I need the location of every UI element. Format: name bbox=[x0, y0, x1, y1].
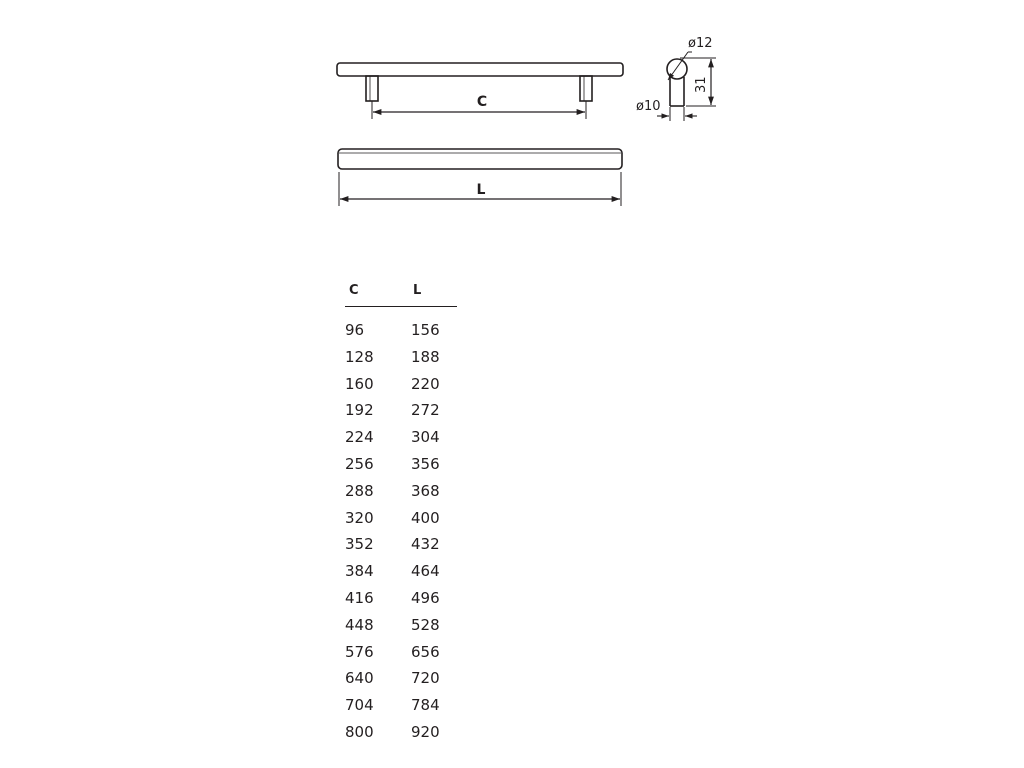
table-row bbox=[345, 317, 460, 344]
cell-l: 784 bbox=[411, 696, 440, 715]
end-view-bar-circle bbox=[667, 59, 687, 79]
cell-c: 448 bbox=[345, 615, 374, 634]
cell-c: 352 bbox=[345, 535, 374, 554]
side-view-bar bbox=[337, 63, 623, 76]
l-dimension-label: L bbox=[476, 182, 486, 198]
cell-l: 432 bbox=[411, 535, 440, 554]
cell-c: 640 bbox=[345, 669, 374, 688]
table-row bbox=[345, 585, 460, 612]
cell-l: 188 bbox=[411, 347, 440, 366]
cell-l: 400 bbox=[411, 508, 440, 527]
cell-c: 192 bbox=[345, 401, 374, 420]
size-table-header bbox=[345, 280, 457, 307]
size-table bbox=[345, 280, 460, 746]
cell-l: 920 bbox=[411, 722, 440, 741]
cell-l: 656 bbox=[411, 642, 440, 661]
cell-c: 704 bbox=[345, 696, 374, 715]
cell-l: 304 bbox=[411, 428, 440, 447]
cell-c: 416 bbox=[345, 588, 374, 607]
cell-l: 356 bbox=[411, 454, 440, 473]
table-row bbox=[345, 344, 460, 371]
cell-c: 160 bbox=[345, 374, 374, 393]
table-row bbox=[345, 612, 460, 639]
table-row bbox=[345, 558, 460, 585]
cell-c: 224 bbox=[345, 428, 374, 447]
cell-c: 800 bbox=[345, 722, 374, 741]
cell-l: 368 bbox=[411, 481, 440, 500]
cell-l: 496 bbox=[411, 588, 440, 607]
cell-l: 272 bbox=[411, 401, 440, 420]
cell-c: 576 bbox=[345, 642, 374, 661]
cell-l: 156 bbox=[411, 321, 440, 339]
side-view-right-leg bbox=[580, 76, 592, 101]
table-row bbox=[345, 505, 460, 532]
side-view bbox=[337, 63, 623, 119]
table-row bbox=[345, 531, 460, 558]
d10-label: ø10 bbox=[636, 99, 661, 114]
cell-c: 288 bbox=[345, 481, 374, 500]
table-row bbox=[345, 719, 460, 746]
header-c: C bbox=[349, 283, 359, 298]
table-row bbox=[345, 665, 460, 692]
table-row bbox=[345, 639, 460, 666]
cell-l: 220 bbox=[411, 374, 440, 393]
cell-c: 256 bbox=[345, 454, 374, 473]
table-row bbox=[345, 371, 460, 398]
cell-c: 128 bbox=[345, 347, 374, 366]
c-dimension-label: C bbox=[476, 94, 488, 110]
cell-l: 464 bbox=[411, 562, 440, 581]
d12-label: ø12 bbox=[688, 36, 713, 51]
top-view-bar bbox=[338, 149, 622, 169]
header-l: L bbox=[413, 283, 422, 298]
cell-c: 384 bbox=[345, 562, 374, 581]
size-table-body bbox=[345, 307, 460, 746]
cell-l: 720 bbox=[411, 669, 440, 688]
table-row bbox=[345, 424, 460, 451]
cell-l: 528 bbox=[411, 615, 440, 634]
table-row bbox=[345, 692, 460, 719]
side-view-left-leg bbox=[366, 76, 378, 101]
cell-c: 96 bbox=[345, 321, 365, 339]
table-row bbox=[345, 478, 460, 505]
table-row bbox=[345, 451, 460, 478]
table-row bbox=[345, 397, 460, 424]
cell-c: 320 bbox=[345, 508, 374, 527]
height-label: 31 bbox=[694, 76, 709, 93]
